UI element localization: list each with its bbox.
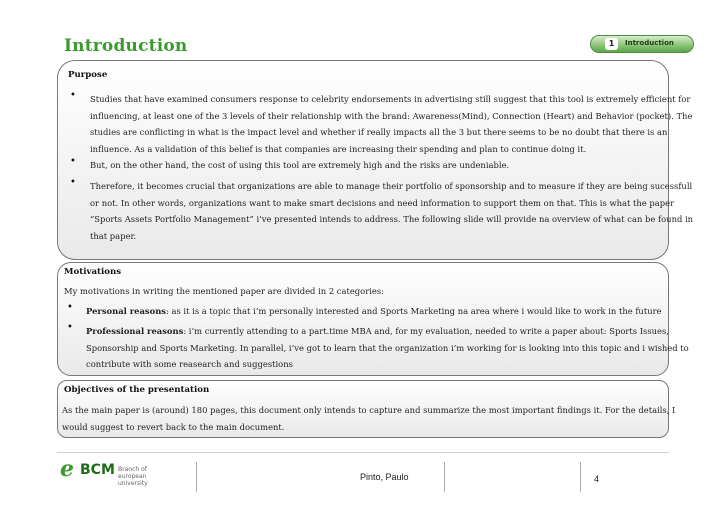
motivations-intro: My motivations in writing the mentioned paper are divided in 2 categories: [64, 286, 384, 296]
motivations-heading: Motivations [64, 267, 122, 277]
page-title: Introduction [64, 36, 188, 56]
logo-subtitle: Branch of european university [118, 466, 148, 487]
objectives-text: As the main paper is (around) 180 pages, this document only intends to capture and summarize the most important findings it. For the details, I would suggest to revert back to the main document. [62, 405, 676, 432]
footer-separator [580, 462, 581, 492]
purpose-bullet-3: Therefore, it becomes crucial that organizations are able to manage their portfolio of sponsorship and to measure if they are being sucessfull or not. In other words, organizations want to make smart decisions and need information to support them on that. This is what the paper “Sports Assets Portfolio Management” i’ve presented intends to address. The following slide will provide na overview of what can be found in that paper. [90, 181, 694, 241]
footer-divider [57, 452, 669, 453]
bullet-icon: • [67, 302, 73, 313]
objectives-heading: Objectives of the presentation [64, 385, 210, 395]
page-number: 4 [594, 474, 600, 484]
bullet-icon: • [70, 90, 76, 101]
bullet-icon: • [70, 177, 76, 188]
professional-reasons: Professional reasons: i’m currently attending to a part.time MBA and, for my evaluation, needed to write a paper about: Sports Issues, Sponsorship and Sports Marketing. In parallel, i’ve got to learn that the organization i’m working for is looking into this topic and i wished to contribute with some reasearch and suggestions [86, 326, 689, 369]
footer-author: Pinto, Paulo [360, 472, 409, 482]
purpose-heading: Purpose [68, 70, 108, 80]
footer-separator [196, 462, 197, 492]
bullet-icon: • [70, 156, 76, 167]
bullet-icon: • [67, 322, 73, 333]
ebcm-logo-icon: e [60, 456, 74, 482]
logo-wordmark: BCM [80, 462, 115, 478]
footer-separator [444, 462, 445, 492]
section-badge [590, 35, 694, 53]
purpose-bullet-2: But, on the other hand, the cost of using this tool are extremely high and the risks are undeniable. [90, 160, 510, 170]
section-label: Introduction [625, 39, 674, 47]
personal-reasons: Personal reasons: as it is a topic that i’m personally interested and Sports Marketing na area where i would like to work in the future [86, 306, 662, 316]
section-number: 1 [605, 38, 618, 50]
purpose-bullet-1: Studies that have examined consumers response to celebrity endorsements in advertising still suggest that this tool is extremely efficient for influencing, at least one of the 3 levels of their relationship with the brand: Awareness(Mind), Connection (Heart) and Behavior (pocket). The studies are conflicting in what is the impact level and whether if really impacts all the 3 but there seems to be no doubt that there is an influence. As a validation of this belief is that companies are increasing their spending and plan to continue doing it. [90, 94, 693, 154]
